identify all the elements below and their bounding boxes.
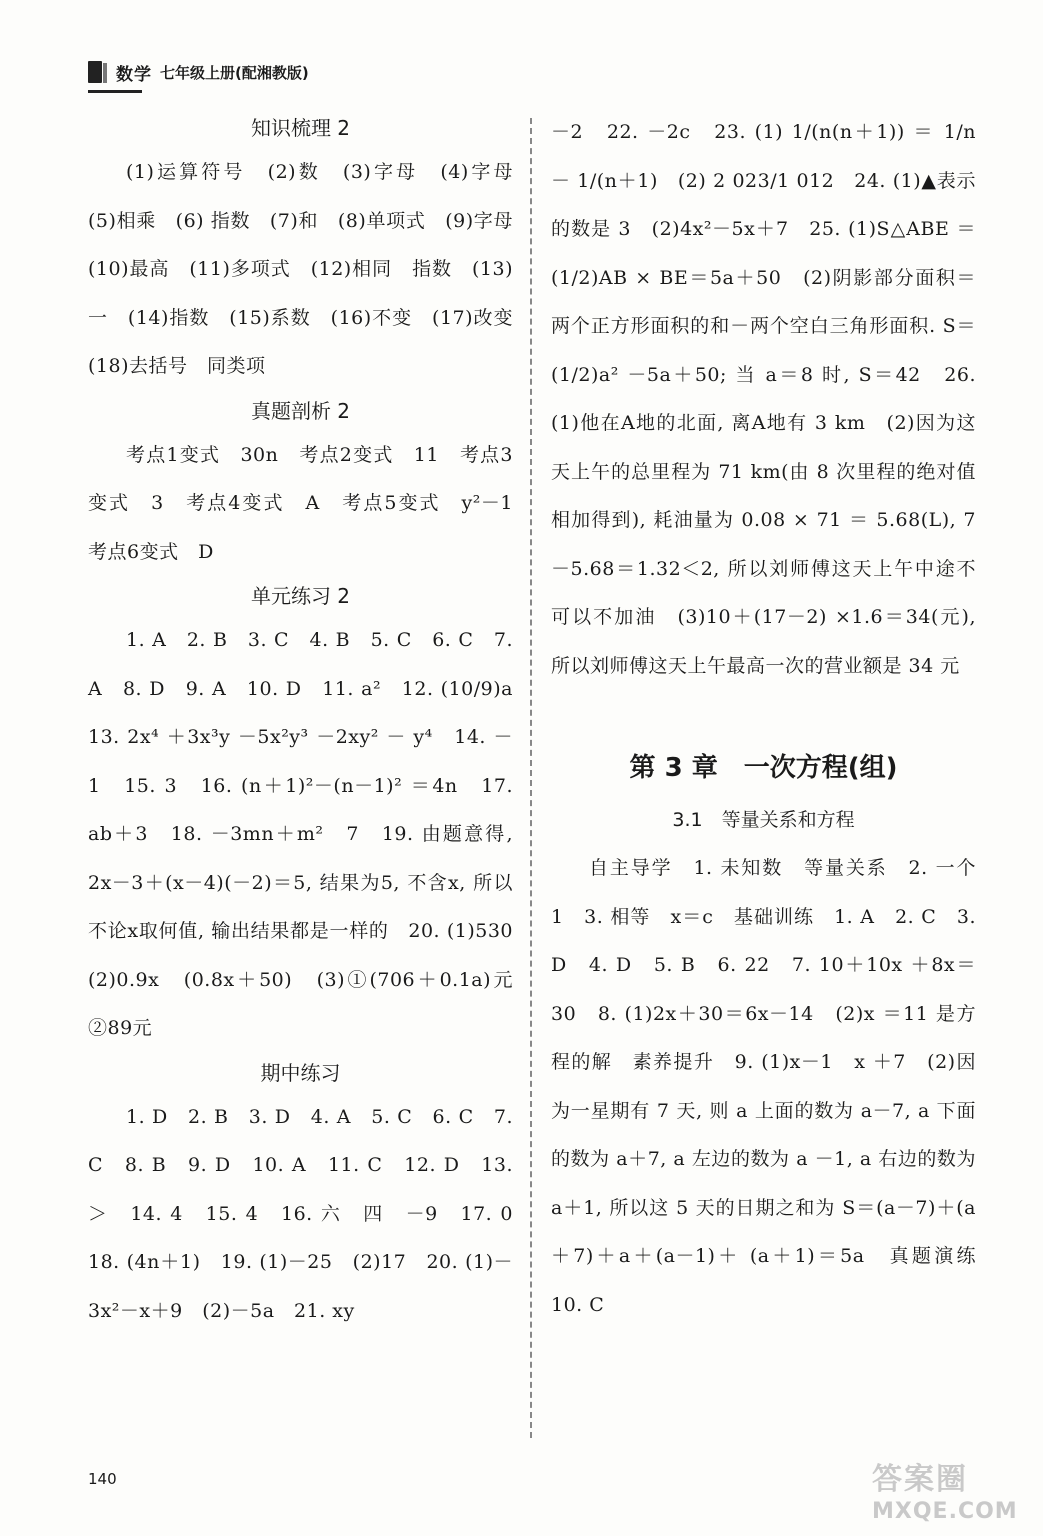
left-column [88, 108, 533, 1335]
chapter-title: 第 3 章 一次方程(组) [629, 753, 898, 783]
header-underline [88, 90, 142, 93]
subsection-title: 3.1 等量关系和方程 [672, 809, 855, 831]
section-title-knowledge: 知识梳理 2 [250, 116, 351, 140]
section-body-knowledge: (1)运算符号 (2)数 (3)字母 (4)字母 (5)相乘 (6) 指数 (7)和 (8)单项式 (9)字母 (10)最高 (11)多项式 (12)相同 指数 (13)一 (14)指数 (15)系数 (16)不变 (17)改变 (18)去括号 同类项 [88, 161, 533, 377]
book-icon [88, 61, 108, 83]
midterm-continued-body: －2 22. －2c 23. (1) 1/(n(n＋1)) ＝ 1/n － 1/(n＋1) (2) 2 023/1 012 24. (1)▲表示的数是 3 (2)4x²－5x＋7 25. (1)S△ABE ＝ (1/2)AB × BE＝5a＋50 (2)阴影部分面积＝两个正方形面积的和－两个空白三角形面积. S＝(1/2)a² －5a＋50; 当 a＝8 时, S＝42 26. (1)他在A地的北面, 离A地有 3 km (2)因为这天上午的总里程为 71 km(由 8 次里程的绝对值相加得到), 耗油量为 0.08 × 71 ＝ 5.68(L), 7－5.68＝1.32＜2, 所以刘师傅这天上午中途不可以不加油 (3)10＋(17－2) ×1.6＝34(元), 所以刘师傅这天上午最高一次的营业额是 34 元 [551, 121, 976, 677]
right-column [551, 108, 996, 1329]
section-title-unit-practice: 单元练习 2 [250, 584, 351, 608]
page-header [88, 58, 309, 86]
header-grade: 七年级上册(配湘教版) [160, 63, 309, 82]
watermark-top-text: 答案圈 [872, 1462, 968, 1497]
section-body-midterm: 1. D 2. B 3. D 4. A 5. C 6. C 7. C 8. B 9. D 10. A 11. C 12. D 13. ＞ 14. 4 15. 4 16. 六 四 －9 17. 0 18. (4n＋1) 19. (1)－25 (2)17 20. (1)－3x²－x＋9 (2)－5a 21. xy [88, 1105, 533, 1322]
subsection-body: 自主导学 1. 未知数 等量关系 2. 一个 1 3. 相等 x＝c 基础训练 1. A 2. C 3. D 4. D 5. B 6. 22 7. 10＋10x ＋8x＝30 8. (1)2x＋30＝6x－14 (2)x ＝11 是方程的解 素养提升 9. (1)x－1 x ＋7 (2)因为一星期有 7 天, 则 a 上面的数为 a－7, a 下面的数为 a＋7, a 左边的数为 a －1, a 右边的数为 a＋1, 所以这 5 天的日期之和为 S＝(a－7)＋(a＋7)＋a＋(a－1)＋ (a＋1)＝5a 真题演练 10. C [551, 857, 996, 1316]
column-divider [530, 118, 532, 1438]
watermark-logo [872, 1462, 1032, 1532]
section-body-unit-practice: 1. A 2. B 3. C 4. B 5. C 6. C 7. A 8. D 9. A 10. D 11. a² 12. (10/9)a 13. 2x⁴ ＋3x³y －5x²y³ －2xy² － y⁴ 14. －1 15. 3 16. (n＋1)²－(n－1)² ＝4n 17. ab＋3 18. －3mn＋m² 7 19. 由题意得, 2x－3＋(x－4)(－2)＝5, 结果为5, 不含x, 所以不论x取何值, 输出结果都是一样的 20. (1)530 (2)0.9x (0.8x＋50) (3)①(706＋0.1a)元 ②89元 [88, 629, 533, 1039]
header-subject: 数学 [116, 64, 152, 85]
section-title-exam-analysis: 真题剖析 2 [250, 398, 351, 423]
page-number: 140 [88, 1470, 117, 1488]
watermark-bottom-text: MXQE.COM [872, 1499, 1018, 1524]
section-title-midterm: 期中练习 [260, 1060, 341, 1085]
section-body-exam-analysis: 考点1变式 30n 考点2变式 11 考点3变式 3 考点4变式 A 考点5变式 y²－1 考点6变式 D [88, 443, 533, 563]
